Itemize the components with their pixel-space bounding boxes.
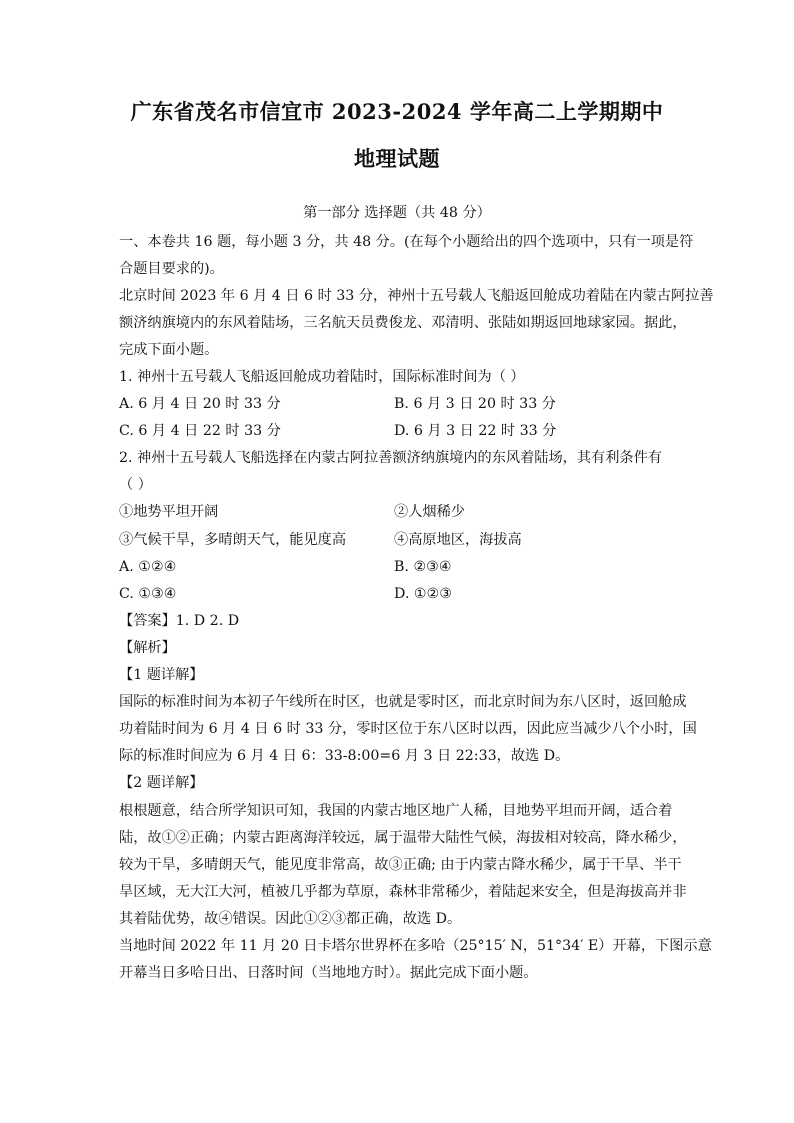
instructions-line: 合题目要求的)。 [119,261,224,277]
question-2-stem-brackets: （ ） [119,477,152,493]
section-heading: 第一部分 选择题（共 48 分） [303,205,491,221]
detail-2-line: 根根题意，结合所学知识可知，我国的内蒙古地区地广人稀，目地势平坦而开阔，适合着 [119,803,673,819]
question-1-option-d: D. 6 月 3 日 22 时 33 分 [394,423,557,439]
detail-2-line: 较为干旱，多晴朗天气，能见度非常高，故③正确; 由于内蒙古降水稀少，属于干旱、半干 [119,857,682,873]
question-2-option-b: B. ②③④ [394,559,452,575]
question-2-stem: 2. 神州十五号载人飞船选择在内蒙古阿拉善额济纳旗境内的东风着陆场，其有利条件有 [119,450,662,466]
detail-2-heading: 【2 题详解】 [119,775,204,791]
detail-1-line: 国际的标准时间为本初子午线所在时区，也就是零时区，而北京时间为东八区时，返回舱成 [119,694,687,710]
detail-1-line: 际的标准时间应为 6 月 4 日 6：33-8:00=6 月 3 日 22:33，故选 D。 [119,748,570,764]
analysis-heading: 【解析】 [119,640,176,656]
instructions-line: 一、本卷共 16 题，每小题 3 分，共 48 分。(在每个小题给出的四个选项中，只有一项是符 [119,234,694,250]
detail-1-line: 功着陆时间为 6 月 4 日 6 时 33 分，零时区位于东八区时以西，因此应当减少八个小时，国 [119,721,697,737]
question-1-option-c: C. 6 月 4 日 22 时 33 分 [119,423,281,439]
question-2-option-d: D. ①②③ [394,586,453,602]
passage-2-line: 开幕当日多哈日出、日落时间（当地地方时）。据此完成下面小题。 [119,965,538,981]
passage-line: 北京时间 2023 年 6 月 4 日 6 时 33 分，神州十五号载人飞船返回舱成功着陆在内蒙古阿拉善 [119,288,714,304]
question-2-option-a: A. ①②④ [119,559,177,575]
question-2-statement-3: ③气候干旱，多晴朗天气，能见度高 [119,532,347,548]
passage-line: 额济纳旗境内的东风着陆场，三名航天员费俊龙、邓清明、张陆如期返回地球家园。据此， [119,315,687,331]
passage-2-line: 当地时间 2022 年 11 月 20 日卡塔尔世界杯在多哈（25°15′ N，51°34′ E）开幕，下图示意 [119,938,712,954]
detail-1-heading: 【1 题详解】 [119,667,204,683]
question-1-option-a: A. 6 月 4 日 20 时 33 分 [119,396,281,412]
detail-2-line: 旱区域，无大江大河，植被几乎都为草原，森林非常稀少，着陆起来安全，但是海拔高并非 [119,884,687,900]
detail-2-line: 陆，故①②正确；内蒙古距离海洋较远，属于温带大陆性气候，海拔相对较高，降水稀少， [119,830,687,846]
passage-line: 完成下面小题。 [119,342,219,358]
question-1-stem: 1. 神州十五号载人飞船返回舱成功着陆时，国际标准时间为（ ） [119,369,525,385]
question-2-option-c: C. ①③④ [119,586,177,602]
detail-2-line: 其着陆优势，故④错误。因此①②③都正确，故选 D。 [119,911,462,927]
question-2-statement-2: ②人烟稀少 [394,504,465,520]
document-subtitle: 地理试题 [354,146,440,171]
answer-line: 【答案】1. D 2. D [119,613,240,629]
question-1-option-b: B. 6 月 3 日 20 时 33 分 [394,396,556,412]
question-2-statement-1: ①地势平坦开阔 [119,504,219,520]
question-2-statement-4: ④高原地区，海拔高 [394,532,522,548]
document-title: 广东省茂名市信宜市 2023-2024 学年高二上学期期中 [130,99,664,124]
